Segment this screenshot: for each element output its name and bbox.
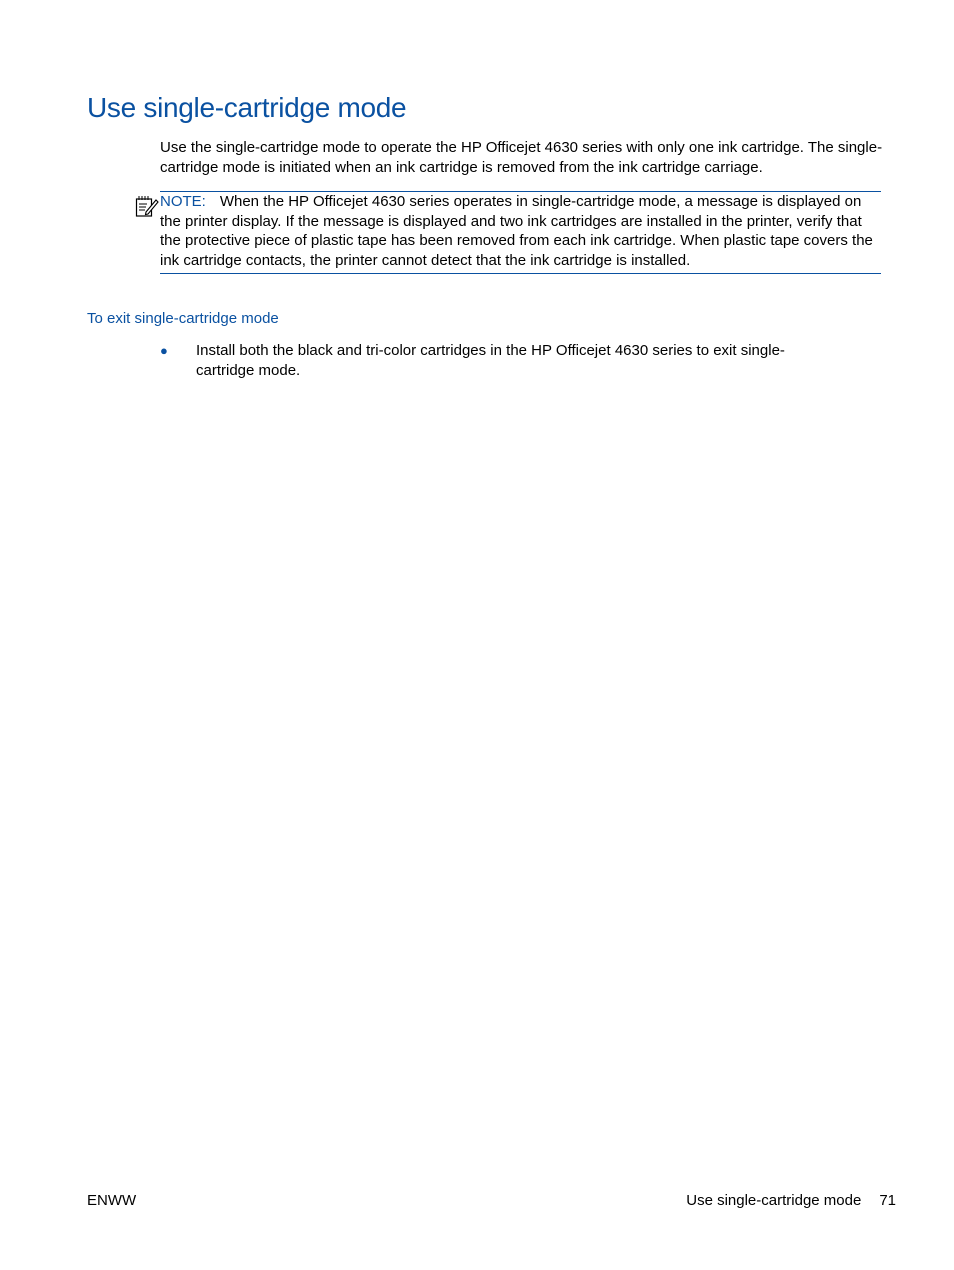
footer-right (686, 1191, 896, 1211)
note-text-block (160, 192, 881, 270)
step-text: Install both the black and tri-color cartridges in the HP Officejet 4630 series to exit single-cartridge mode. (196, 342, 785, 379)
bullet-icon: ● (160, 343, 168, 358)
note-label: NOTE: (160, 193, 206, 210)
footer-locale: ENWW (87, 1192, 137, 1209)
note-body: When the HP Officejet 4630 series operates in single-cartridge mode, a message is displayed on the printer display. If the message is displayed and two ink cartridges are installed in the printer, verify that the protective piece of plastic tape has been removed from each ink cartridge. When plastic tape covers the ink cartridge contacts, the printer cannot detect that the ink cartridge is installed. (160, 193, 873, 269)
footer-section-title: Use single-cartridge mode (686, 1192, 862, 1209)
procedure-heading: To exit single-cartridge mode (87, 310, 279, 327)
intro-paragraph: Use the single-cartridge mode to operate the HP Officejet 4630 series with only one ink cartridge. The single-cartridge mode is initiated when an ink cartridge is removed from the ink cartridge carriage. (160, 139, 883, 176)
page-number: 71 (879, 1192, 896, 1209)
page-title: Use single-cartridge mode (87, 92, 407, 123)
procedure-steps (160, 341, 840, 380)
list-item (160, 341, 840, 380)
note-pencil-icon (135, 194, 159, 218)
note-box (160, 191, 881, 274)
